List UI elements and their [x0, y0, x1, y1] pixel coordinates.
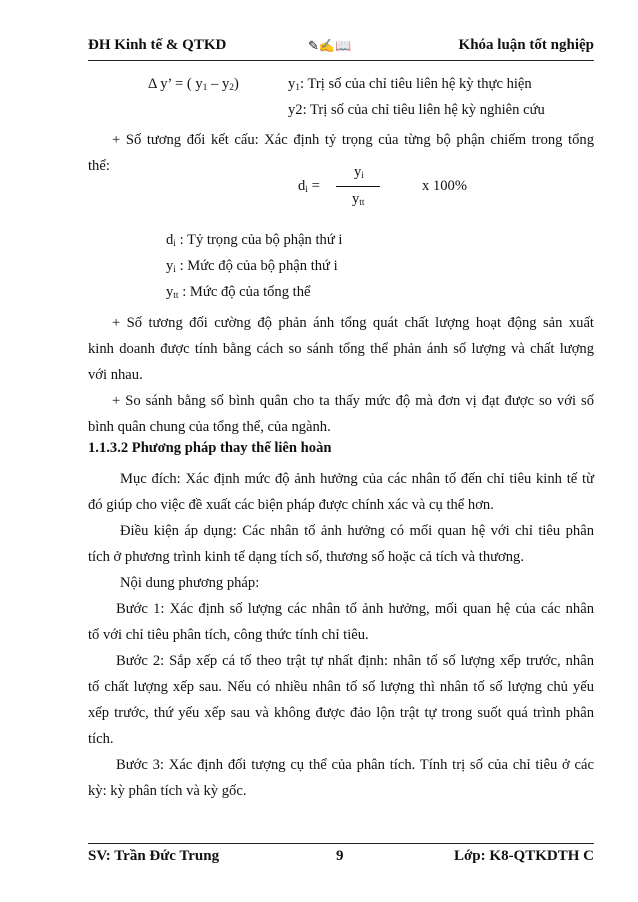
footer-page-number: 9 [336, 848, 344, 864]
definition-di: $d_i$ : Tỷ trọng của bộ phận thứ i [166, 232, 343, 249]
y2-definition: y2: Trị số của chỉ tiêu liên hệ kỳ nghiên cứu [288, 102, 545, 118]
header-divider [88, 60, 594, 61]
formula-di-lhs: $d_i$ = [298, 178, 320, 195]
definition-yi: $y_i$ : Mức độ của bộ phận thứ i [166, 258, 338, 275]
footer-author: SV: Trần Đức Trung [88, 848, 220, 864]
paragraph-step2: Bước 2: Sắp xếp cá tố theo trật tự nhất định: nhân tố số lượng xếp trước, nhân tố chất lượng xếp sau. Nếu có nhiều nhân tố số lượng thì nhân tố số lượng chủ yếu xếp trước, thứ yếu xếp sau và không được đảo lộn trật tự trong suốt quá trình phân tích. [88, 653, 594, 747]
fraction-bar [336, 186, 380, 187]
paragraph-structure-cont: thể: [88, 158, 110, 174]
header-left: ĐH Kinh tế & QTKD [88, 37, 227, 53]
formula-multiplier: x 100% [422, 178, 467, 194]
y1-definition: $y_1$: Trị số của chỉ tiêu liên hệ kỳ thực hiện [288, 76, 532, 93]
footer-class: Lớp: K8-QTKDTH C [454, 848, 594, 864]
header-right: Khóa luận tốt nghiệp [458, 37, 594, 53]
paragraph-purpose: Mục đích: Xác định mức độ ảnh hưởng của các nhân tố đến chỉ tiêu kinh tế từ đó giúp cho việc đề xuất các biện pháp được chính xác và cụ thể hơn. [88, 471, 594, 513]
header-ornament-icon: ✎✍📖 [308, 38, 352, 53]
footer-divider [88, 843, 594, 844]
paragraph-structure: + Số tương đối kết cấu: Xác định tỷ trọng của từng bộ phận chiếm trong tổng [112, 132, 594, 148]
formula-denominator: $y_{tt}$ [352, 191, 365, 208]
paragraph-step1: Bước 1: Xác định số lượng các nhân tố ảnh hưởng, mối quan hệ của các nhân tố với chỉ tiêu phân tích, công thức tính chỉ tiêu. [88, 601, 594, 643]
definition-ytt: $y_{tt}$ : Mức độ của tổng thể [166, 284, 311, 301]
paragraph-intensity: + Số tương đối cường độ phản ánh tổng quát chất lượng hoạt động sản xuất kinh doanh được tính bằng cách so sánh tổng thể phản ánh số lượng và chất lượng với nhau. [88, 315, 594, 383]
formula-numerator: $y_i$ [354, 164, 364, 181]
paragraph-content: Nội dung phương pháp: [120, 575, 260, 591]
section-heading: 1.1.3.2 Phương pháp thay thế liên hoàn [88, 440, 332, 456]
paragraph-condition: Điều kiện áp dụng: Các nhân tố ảnh hưởng có mối quan hệ với chỉ tiêu phân tích ở phương trình kinh tế dạng tích số, thương số hoặc cả tích và thương. [88, 523, 594, 565]
formula-delta: Δ y’ = ( $y_1 - y_2$) [148, 76, 239, 93]
paragraph-step3: Bước 3: Xác định đối tượng cụ thể của phân tích. Tính trị số của chỉ tiêu ở các kỳ: kỳ phân tích và kỳ gốc. [88, 757, 594, 799]
paragraph-average: + So sánh bằng số bình quân cho ta thấy mức độ mà đơn vị đạt được so với số bình quân chung của tổng thể, của ngành. [88, 393, 594, 435]
